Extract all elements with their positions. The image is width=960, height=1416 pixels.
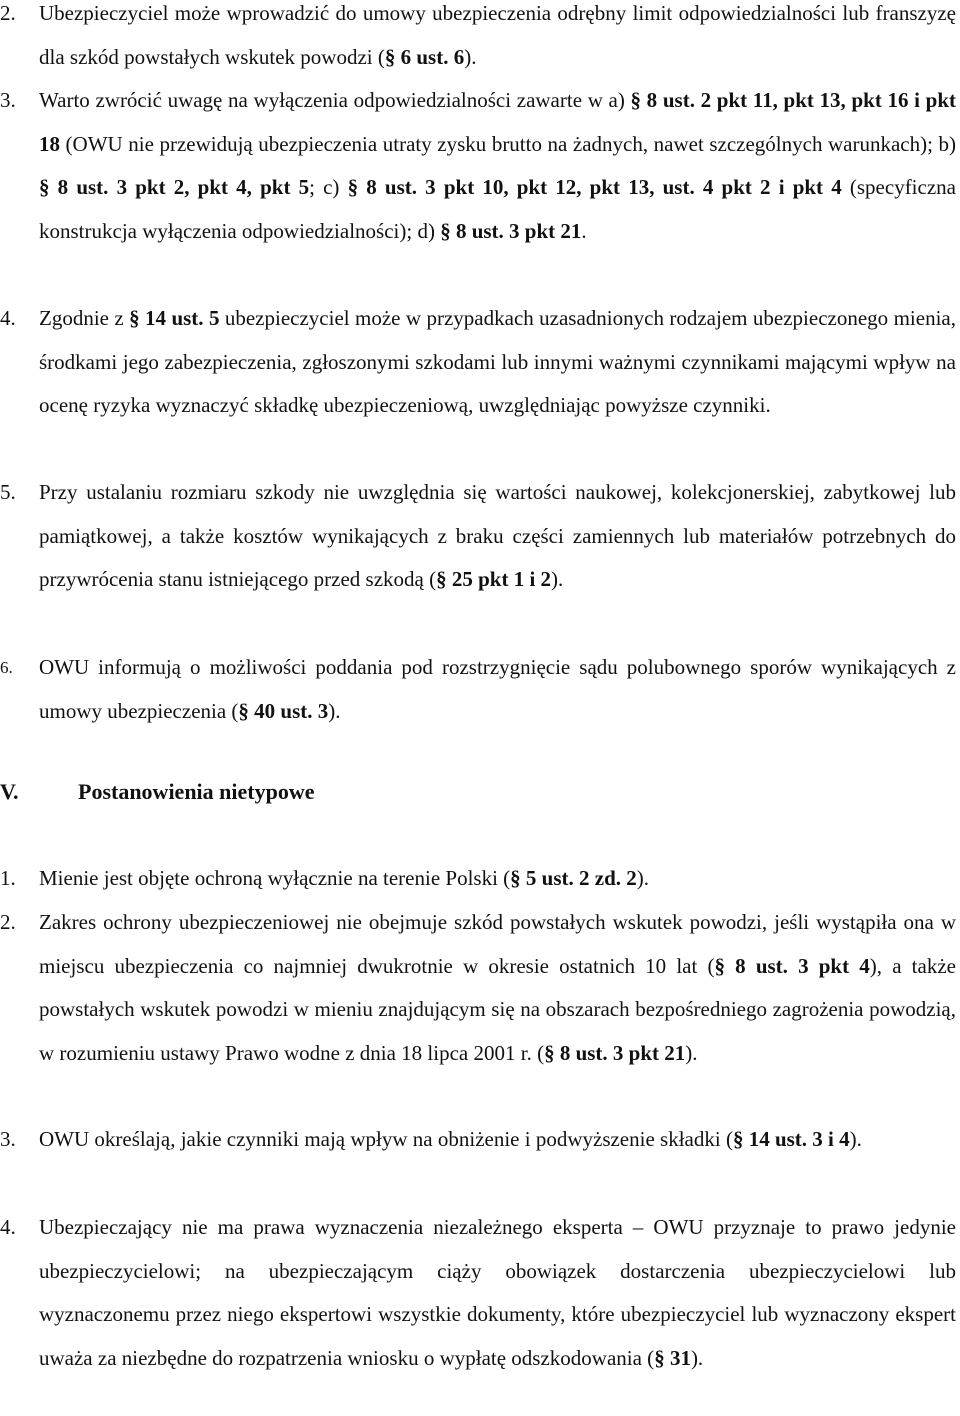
section-number: V. <box>0 779 19 804</box>
text-run: Ubezpieczający nie ma prawa wyznaczenia niezależnego eksperta – OWU przyznaje to prawo jedynie ubezpieczycielowi; na ubezpieczającym ciąży obowiązek dostarczenia ubezpieczycielowi lub wyznaczonemu przez niego ekspertowi wszystkie dokumenty, które ubezpieczyciel lub wyznaczony ekspert uważa za niezbędne do rozpatrzenia wniosku o wypłatę odszkodowania ( <box>39 1215 956 1370</box>
text-run: OWU określają, jakie czynniki mają wpływ na obniżenie i podwyższenie składki ( <box>39 1127 733 1151</box>
item-number: 3. <box>0 88 16 112</box>
item-number: 5. <box>0 480 16 504</box>
legal-reference: § 8 ust. 3 pkt 4 <box>714 953 870 978</box>
list-item <box>0 79 956 253</box>
item-number: 2. <box>0 1 16 25</box>
item-number: 4. <box>0 1215 16 1239</box>
legal-reference: § 25 pkt 1 i 2 <box>436 567 552 591</box>
text-run: (specyficzna konstrukcja wyłączenia odpowiedzialności); d) <box>39 175 956 243</box>
list-item <box>0 646 956 733</box>
text-run: ). <box>636 866 650 890</box>
item-text <box>39 646 956 733</box>
legal-reference: § 31 <box>654 1345 691 1370</box>
list-item <box>0 1206 956 1380</box>
text-run: Zgodnie z <box>39 306 130 330</box>
text-run: OWU informują o możliwości poddania pod rozstrzygnięcie sądu polubownego sporów wynikających z umowy ubezpieczenia ( <box>39 655 956 723</box>
text-run: Warto zwrócić uwagę na wyłączenia odpowiedzialności zawarte w a) <box>39 88 631 112</box>
list-item <box>0 1118 956 1162</box>
text-run: . <box>581 218 587 243</box>
item-number: 4. <box>0 306 16 330</box>
list-item <box>0 297 956 428</box>
text-run: (OWU nie przewidują ubezpieczenia utraty zysku brutto na żadnych, nawet szczególnych warunkach); b) <box>60 131 956 156</box>
list-item <box>0 901 956 1075</box>
text-run: ). <box>328 698 341 723</box>
item-number: 3. <box>0 1127 16 1151</box>
text-run: ; c) <box>309 175 348 199</box>
text-run: ). <box>464 44 477 69</box>
text-run: ubezpieczyciel może w przypadkach uzasadnionych rodzajem ubezpieczonego mienia, środkami jego zabezpieczenia, zgłoszonymi szkodami lub innymi ważnymi czynnikami mającymi wpływ na ocenę ryzyka wyznaczyć składkę ubezpieczeniową, uwzględniając powyższe czynniki. <box>39 306 956 417</box>
text-run: Ubezpieczyciel może wprowadzić do umowy ubezpieczenia odrębny limit odpowiedzialności lub franszyzę dla szkód powstałych wskutek powodzi ( <box>39 1 956 69</box>
item-text <box>39 0 956 79</box>
legal-reference: § 8 ust. 3 pkt 21 <box>440 218 582 243</box>
text-run: ). <box>685 1040 698 1065</box>
list-item <box>0 471 956 602</box>
text-run: Zakres ochrony ubezpieczeniowej nie obejmuje szkód powstałych wskutek powodzi, jeśli wystąpiła ona w miejscu ubezpieczenia co najmniej dwukrotnie w okresie ostatnich 10 lat ( <box>39 910 956 978</box>
item-number: 6. <box>0 658 13 677</box>
item-number: 1. <box>0 866 16 890</box>
item-text <box>39 857 956 901</box>
item-text <box>39 1118 956 1162</box>
item-text <box>39 901 956 1075</box>
legal-reference: § 5 ust. 2 zd. 2 <box>510 866 637 890</box>
legal-reference: § 40 ust. 3 <box>238 698 329 723</box>
legal-reference: § 6 ust. 6 <box>384 44 465 69</box>
list-item <box>0 0 956 79</box>
legal-reference: § 14 ust. 3 i 4 <box>732 1127 850 1151</box>
text-run: Mienie jest objęte ochroną wyłącznie na terenie Polski ( <box>39 866 511 890</box>
text-run: Przy ustalaniu rozmiaru szkody nie uwzględnia się wartości naukowej, kolekcjonerskiej, zabytkowej lub pamiątkowej, a także kosztów wynikających z braku części zamiennych lub materiałów potrzebnych do przywrócenia stanu istniejącego przed szkodą ( <box>39 480 956 591</box>
section-title: Postanowienia nietypowe <box>78 779 315 804</box>
legal-reference: § 14 ust. 5 <box>129 306 220 330</box>
item-text <box>39 1206 956 1380</box>
item-number: 2. <box>0 910 16 934</box>
item-text <box>39 79 956 253</box>
text-run: ), a także powstałych wskutek powodzi w mieniu znajdującym się na obszarach bezpośredniego zagrożenia powodzią, w rozumieniu ustawy Prawo wodne z dnia 18 lipca 2001 r. ( <box>39 953 956 1065</box>
legal-reference: § 8 ust. 3 pkt 2, pkt 4, pkt 5 <box>39 175 310 199</box>
text-run: ). <box>690 1345 704 1370</box>
text-run: ). <box>551 567 564 591</box>
legal-reference: § 8 ust. 3 pkt 10, pkt 12, pkt 13, ust. 4 pkt 2 i pkt 4 <box>347 175 842 199</box>
item-text <box>39 471 956 602</box>
item-text <box>39 297 956 428</box>
list-item <box>0 857 956 901</box>
text-run: ). <box>849 1127 862 1151</box>
legal-reference: § 8 ust. 2 pkt 11, pkt 13, pkt 16 i pkt 18 <box>39 88 956 156</box>
legal-reference: § 8 ust. 3 pkt 21 <box>544 1040 686 1065</box>
